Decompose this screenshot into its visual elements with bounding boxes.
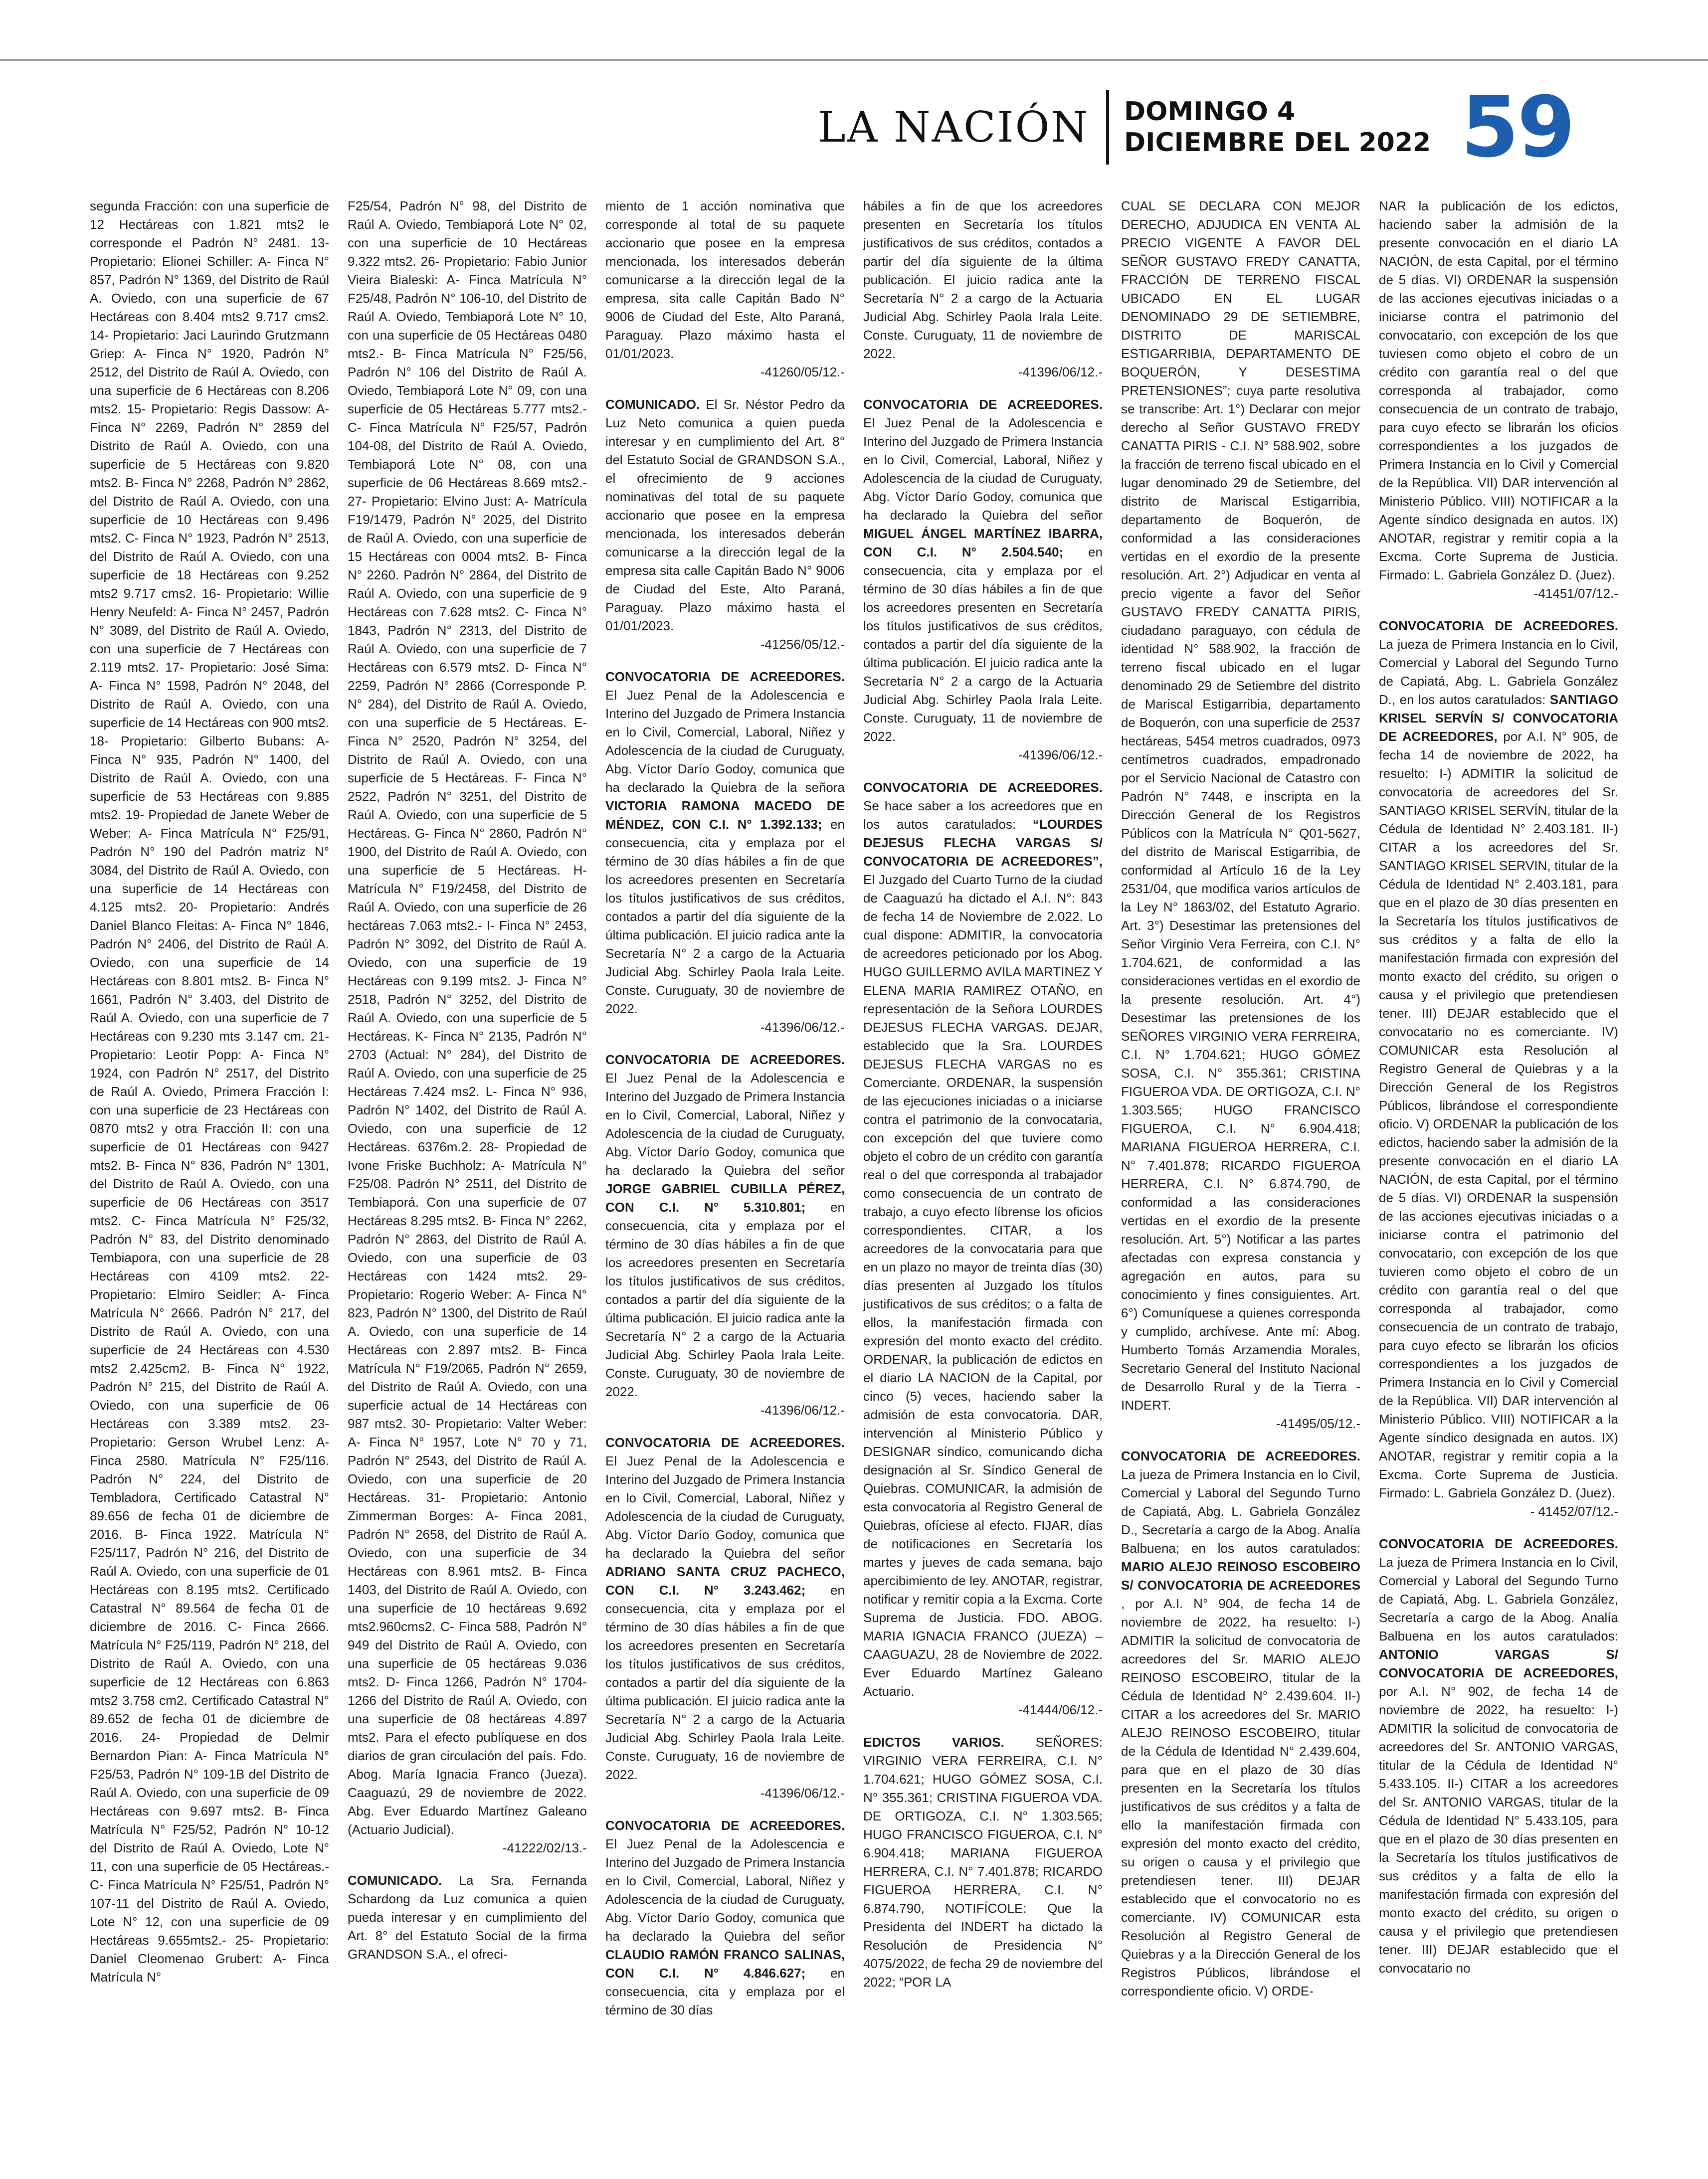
notice-body: El Sr. Néstor Pedro da Luz Neto comunica a quien pueda interesar y en cumplimiento del Art. 8° del Estatuto Social de GRANDSON S.A., el ofrecimiento de 9 acciones nominativas del total de su paquete accionario que posee en la empresa mencionada, los interesados deberán comunicarse a la dirección legal de la empresa sita calle Capitán Bado N° 9006 de Ciudad del Este, Alto Paraná, Paraguay. Plazo máximo hasta el 01/01/2023. [605,397,845,633]
notice-heading: CONVOCATORIA DE ACREEDORES. [863,780,1103,795]
notice-party: CLAUDIO RAMÓN FRANCO SALINAS, CON C.I. N° 4.846.627; [605,1947,845,1981]
notice-reference: -41396/06/12.- [760,1786,845,1801]
notice [863,778,1103,1719]
notice-party: VICTORIA RAMONA MACEDO DE MÉNDEZ, CON C.I. N° 1.392.133; [605,798,845,832]
notice-reference: -41444/06/12.- [1018,1702,1103,1717]
column-6 [1379,197,1618,2154]
notice-body: La jueza de Primera Instancia en lo Civil, Comercial y Laboral del Segundo Turno de Capiatá, Abg. L. Gabriela González, Secretaría a cargo de la Abog. Analía Balbuena en los autos caratulados: [1379,1555,1618,1643]
notice-party: JORGE GABRIEL CUBILLA PÉREZ, CON C.I. N° 5.310.801; [605,1181,845,1215]
notice-party: ANTONIO VARGAS S/ CONVOCATORIA DE ACREEDORES, [1379,1647,1618,1680]
notice-reference: -41396/06/12.- [1018,747,1103,762]
notice [605,1051,845,1420]
notice-reference: -41396/06/12.- [1018,364,1103,379]
notice-reference: -41495/05/12.- [1276,1416,1360,1431]
notice-body: El Juez Penal de la Adolescencia e Interino del Juzgado de Primera Instancia en lo Civil, Comercial, Laboral, Niñez y Adolescencia de la ciudad de Curuguaty, Abg. Víctor Darío Godoy, comunica que ha declarado la Quiebra de la señora [605,688,845,795]
masthead-separator [1106,90,1109,165]
column-4 [863,197,1103,2154]
notice-body-cont: , por A.I. N° 904, de fecha 14 de noviembre de 2022, ha resuelto: I-) ADMITIR la solicitud de convocatoria de acreedores del Sr. MARIO ALEJO REINOSO ESCOBEIRO, titular de la Cédula de Identidad N° 2.439.604. II-) CITAR a los acreedores del Sr. MARIO ALEJO REINOSO ESCOBEIRO, titular de la Cédula de Identidad N° 2.439.604, para que en el plazo de 30 días presenten en la Secretaría los títulos justificativos de sus créditos y a falta de ello la manifestación firmada con expresión del monto exacto del crédito, su origen o causa y el privilegio que pretendiesen tener. III) DEJAR establecido que el convocatorio no es comerciante. IV) COMUNICAR esta Resolución al Registro General de Quiebras y a la Dirección General de los Registros Públicos, librándose el correspondiente oficio. V) ORDE- [1121,1596,1360,1998]
notice [863,395,1103,764]
notice-heading: EDICTOS VARIOS. [863,1735,1004,1750]
notice-body: El Juez Penal de la Adolescencia e Interino del Juzgado de Primera Instancia en lo Civil, Comercial, Laboral, Niñez y Adolescencia de la ciudad de Curuguaty, Abg. Víctor Darío Godoy, comunica que ha declarado la Quiebra del señor [605,1453,845,1561]
column-2 [348,197,587,2154]
notice-heading: CONVOCATORIA DE ACREEDORES. [605,1052,845,1067]
notice-body: El Juez Penal de la Adolescencia e Interino del Juzgado de Primera Instancia en lo Civil, Comercial, Laboral, Niñez y Adolescencia de la ciudad de Curuguaty, Abg. Víctor Darío Godoy, comunica que ha declarado la Quiebra del señor [605,1071,845,1178]
issue-date [1124,96,1431,158]
notice [348,1871,587,1964]
notice-heading: CONVOCATORIA DE ACREEDORES. [1121,1449,1360,1463]
top-rule [0,59,1708,61]
notice [605,1434,845,1803]
newspaper-brand: LA NACIÓN [817,103,1089,152]
notice [1379,197,1618,603]
notice-heading: CONVOCATORIA DE ACREEDORES. [1379,1536,1618,1551]
notice [863,197,1103,381]
notice-heading: CONVOCATORIA DE ACREEDORES. [605,1818,845,1833]
notice-party: ADRIANO SANTA CRUZ PACHECO, CON C.I. N° 3.243.462; [605,1564,845,1598]
notice [348,197,587,1857]
notice-reference: - 41452/07/12.- [1530,1504,1618,1519]
notice [1121,1447,1360,2000]
notice-body-cont: en consecuencia, cita y emplaza por el término de 30 días hábiles a fin de que los acreedores presenten en Secretaría los títulos justificativos de sus créditos, contados a partir del día siguiente de la última publicación. El juicio radica ante la Secretaría N° 2 a cargo de la Actuaria Judicial Abg. Schirley Paola Irala Leite. Conste. Curuguaty, 30 de noviembre de 2022. [605,817,845,1016]
notice-party: SANTIAGO KRISEL SERVÍN S/ CONVOCATORIA DE ACREEDORES, [1379,692,1618,744]
column-3 [605,197,845,2154]
issue-date-line-1: DOMINGO 4 [1124,97,1296,127]
notice [605,395,845,654]
notice-body: El Juez Penal de la Adolescencia e Interino del Juzgado de Primera Instancia en lo Civil, Comercial, Laboral, Niñez y Adolescencia de la ciudad de Curuguaty, Abg. Víctor Darío Godoy, comunica que ha declarado la Quiebra del señor [863,415,1103,523]
notice-reference: -41260/05/12.- [760,364,845,379]
notice-heading: CONVOCATORIA DE ACREEDORES. [605,1435,845,1450]
notice-body-cont: El Juzgado del Cuarto Turno de la ciudad de Caaguazú ha dictado el A.I. N°: 843 de fecha 14 de Noviembre de 2.022. Lo cual dispone: ADMITIR, la convocatoria de acreedores peticionado por los Abog. HUGO GUILLERMO AVILA MARTINEZ Y ELENA MARIA RAMIREZ OTAÑO, en representación de la Señora LOURDES DEJESUS FLECHA VARGAS. DEJAR, establecido que la Sra. LOURDES DEJESUS FLECHA VARGAS no es Comerciante. ORDENAR, la suspensión de las ejecuciones iniciadas o a iniciarse contra el patrimonio de la convocataria, con excepción del que tuviere como objeto el cobro de un crédito con garantía real o del que corresponda al trabajador como consecuencia de un contrato de trabajo, a cuyo efecto líbrense los oficios correspondientes. CITAR, a los acreedores de la convocataria para que en un plazo no mayor de treinta días (30) días presenten al Juzgado los títulos justificativos de sus créditos; o a falta de ellos, la manifestación firmada con expresión del monto exacto del crédito. ORDENAR, la publicación de edictos en el diario LA NACION de la Capital, por cinco (5) veces, haciendo saber la admisión de esta convocatoria. DAR, intervención al Ministerio Público y DESIGNAR síndico, comunicando dicha designación al Sr. Síndico General de Quiebras. COMUNICAR, la admisión de esta convocatoria al Registro General de Quiebras, ofíciese al efecto. FIJAR, días de notificaciones en Secretaría los martes y jueves de cada semana, bajo apercibimiento de ley. ANOTAR, registrar, notificar y remitir copia a la Excma. Corte Suprema de Justicia. FDO. ABOG. MARIA IGNACIA FRANCO (JUEZA) – CAAGUAZU, 28 de Noviembre de 2022. Ever Eduardo Martínez Galeano Actuario. [863,872,1103,1699]
notice-reference: -41222/02/13.- [502,1840,587,1855]
notice-reference: -41256/05/12.- [760,637,845,652]
notice-body-cont: en consecuencia, cita y emplaza por el término de 30 días hábiles a fin de que los acreedores presenten en Secretaría los títulos justificativos de sus créditos, contados a partir del día siguiente de la última publicación. El juicio radica ante la Secretaría N° 2 a cargo de la Actuaria Judicial Abg. Schirley Paola Irala Leite. Conste. Curuguaty, 16 de noviembre de 2022. [605,1583,845,1782]
column-5 [1121,197,1360,2154]
notice [1379,1535,1618,1978]
notice-heading: COMUNICADO. [348,1873,442,1888]
notice-body-cont: en consecuencia, cita y emplaza por el término de 30 días [605,1966,845,2017]
notice-party: “LOURDES DEJESUS FLECHA VARGAS S/ CONVOCATORIA DE ACREEDORES”, [863,817,1103,869]
notice-body: CUAL SE DECLARA CON MEJOR DERECHO, ADJUDICA EN VENTA AL PRECIO VIGENTE A FAVOR DEL SEÑOR GUSTAVO FREDY CANATTA, FRACCIÓN DE TERRENO FISCAL UBICADO EN EL LUGAR DENOMINADO 29 DE SETIEMBRE, DISTRITO DE MARISCAL ESTIGARRIBIA, DEPARTAMENTO DE BOQUERÓN, Y DESESTIMA PRETENSIONES”; cuya parte resolutiva se transcribe: Art. 1°) Declarar con mejor derecho al Señor GUSTAVO FREDY CANATTA PIRIS - C.I. N° 588.902, sobre la fracción de terreno fiscal ubicado en el lugar denominado 29 de Setiembre, del distrito de Mariscal Estigarribia, departamento de Boquerón, de conformidad a las consideraciones vertidas en el exordio de la presente resolución. Art. 2°) Adjudicar en venta al precio vigente a favor del Señor GUSTAVO FREDY CANATTA PIRIS, ciudadano paraguayo, con cédula de identidad N° 588.902, la fracción de terreno fiscal ubicado en el lugar denominado 29 de Setiembre del distrito de Mariscal Estigarribia, departamento de Boquerón, con una superficie de 2537 hectáreas, 5454 metros cuadrados, 0973 centímetros cuadrados, empadronado por el Servicio Nacional de Catastro con Padrón N° 7448, e inscripta en la Dirección General de los Registros Públicos con la Matrícula N° Q01-5627, del distrito de Mariscal Estigarribia, de conformidad al Artículo 16 de la Ley 2531/04, que modifica varios artículos de la Ley N° 1863/02, del Estatuto Agrario. Art. 3°) Desestimar las pretensiones del Señor Virginio Vera Ferreira, con C.I. N° 1.704.621, de conformidad a las consideraciones vertidas en el exordio de la presente resolución. Art. 4°) Desestimar las pretensiones de los SEÑORES VIRGINIO VERA FERREIRA, C.I. N° 1.704.621; HUGO GÓMEZ SOSA, C.I. N° 355.361; CRISTINA FIGUEROA VDA. DE ORTIGOZA, C.I. N° 1.303.565; HUGO FRANCISCO FIGUEROA, C.I. N° 6.904.418; MARIANA FIGUEROA HERRERA, C.I. N° 7.401.878; RICARDO FIGUEROA HERRERA, C.I. N° 6.874.790, de conformidad a las consideraciones vertidas en el exordio de la presente resolución. Art. 5°) Notificar a las partes afectadas con expresa constancia y agregación en autos, para su conocimiento y fines consiguientes. Art. 6°) Comuníquese a quienes corresponda y cumplido, archívese. Ante mí: Abog. Humberto Tomás Arzamendia Morales, Secretario General del Instituto Nacional de Desarrollo Rural y de la Tierra - INDERT. [1121,198,1360,1413]
issue-date-line-2: DICIEMBRE DEL 2022 [1124,128,1431,158]
notice-body-cont: en consecuencia, cita y emplaza por el término de 30 días hábiles a fin de que los acreedores presenten en Secretaría los títulos justificativos de sus créditos, contados a partir del día siguiente de la última publicación. El juicio radica ante la Secretaría N° 2 a cargo de la Actuaria Judicial Abg. Schirley Paola Irala Leite. Conste. Curuguaty, 11 de noviembre de 2022. [863,545,1103,744]
classifieds-columns [90,197,1618,2154]
notice-body: hábiles a fin de que los acreedores presenten en Secretaría los títulos justificativos de sus créditos, contados a partir del día siguiente de la última publicación. El juicio radica ante la Secretaría N° 2 a cargo de la Actuaria Judicial Abg. Schirley Paola Irala Leite. Conste. Curuguaty, 11 de noviembre de 2022. [863,198,1103,361]
notice-heading: COMUNICADO. [605,397,700,412]
notice-body: segunda Fracción: con una superficie de 12 Hectáreas con 1.821 mts2 le corresponde el Padrón N° 2481. 13- Propietario: Elionei Schiller: A- Finca N° 857, Padrón N° 1369, del Distrito de Raúl A. Oviedo, con una superficie de 67 Hectáreas con 8.404 mts2 9.717 cms2. 14- Propietario: Jaci Laurindo Grutzmann Griep: A- Finca N° 1920, Padrón N° 2512, del Distrito de Raúl A. Oviedo, con una superficie de 6 Hectáreas con 8.206 mts2. 15- Propietario: Regis Dassow: A- Finca N° 2269, Padrón N° 2859 del Distrito de Raúl A. Oviedo, con una superficie de 5 Hectáreas con 9.820 mts2. B- Finca N° 2268, Padrón N° 2862, del Distrito de Raúl A. Oviedo, con una superficie de 10 Hectáreas con 9.496 mts2. C- Finca N° 1923, Padrón N° 2513, del Distrito de Raúl A. Oviedo, con una superficie de 18 Hectáreas con 9.252 mts2 9.717 cms2. 16- Propietario: Willie Henry Neufeld: A- Finca N° 2457, Padrón N° 3089, del Distrito de Raúl A. Oviedo, con una superficie de 7 Hectáreas con 2.119 mts2. 17- Propietario: José Sima: A- Finca N° 1598, Padrón N° 2048, del Distrito de Raúl A. Oviedo, con una superficie de 14 Hectáreas con 900 mts2. 18- Propietario: Gilberto Bubans: A- Finca N° 935, Padrón N° 1400, del Distrito de Raúl A. Oviedo, con una superficie de 53 Hectáreas con 9.885 mts2. 19- Propiedad de Janete Weber de Weber: A- Finca Matrícula N° F25/91, Padrón N° 190 del Padrón matriz N° 3084, del Distrito de Raúl A. Oviedo, con una superficie de 14 Hectáreas con 4.125 mts2. 20- Propietario: Andrés Daniel Blanco Fleitas: A- Finca N° 1846, Padrón N° 2406, del Distrito de Raúl A. Oviedo, con una superficie de 14 Hectáreas con 8.801 mts2. B- Finca N° 1661, Padrón N° 3.403, del Distrito de Raúl A. Oviedo, con una superficie de 7 Hectáreas con 9.230 mts 3.147 cm. 21- Propietario: Leotir Popp: A- Finca N° 1924, con Padrón N° 2517, del Distrito de Raúl A. Oviedo, Primera Fracción I: con una superficie de 23 Hectáreas con 0870 mts2 y otra Fracción II: con una superficie de 01 Hectáreas con 9427 mts2. B- Finca N° 836, Padrón N° 1301, del Distrito de Raúl A. Oviedo, con una superficie de 06 Hectáreas con 3517 mts2. C- Finca Matrícula N° F25/32, Padrón N° 83, del Distrito denominado Tembiapora, con una superficie de 28 Hectáreas con 4109 mts2. 22- Propietario: Elmiro Seidler: A- Finca Matrícula N° 2666. Padrón N° 217, del Distrito de Raúl A. Oviedo, con una superficie de 24 Hectáreas con 4.530 mts2 2.425cm2. B- Finca N° 1922, Padrón N° 215, del Distrito de Raúl A. Oviedo, con una superficie de 06 Hectáreas con 3.389 mts2. 23- Propietario: Gerson Wrubel Lenz: A- Finca 2580. Matrícula N° F25/116. Padrón N° 224, del Distrito de Tembladora, Certificado Catastral N° 89.656 de fecha 01 de diciembre de 2016. B- Finca 1922. Matrícula N° F25/117, Padrón N° 216, del Distrito de Raúl A. Oviedo, con una superficie de 01 Hectáreas con 8.195 mts2. Certificado Catastral N° 89.564 de fecha 01 de diciembre de 2016. C- Finca 2666. Matrícula N° F25/119, Padrón N° 218, del Distrito de Raúl A. Oviedo, con una superficie de 12 Hectáreas con 6.863 mts2 3.758 cm2. Certificado Catastral N° 89.652 de fecha 01 de diciembre de 2016. 24- Propiedad de Delmir Bernardon Pian: A- Finca Matrícula N° F25/53, Padrón N° 109-1B del Distrito de Raúl A. Oviedo, con una superficie de 09 Hectáreas con 9.697 mts2. B- Finca Matrícula N° F25/52, Padrón N° 10-12 del Distrito de Raúl A. Oviedo, Lote N° 11, con una superficie de 05 Hectáreas.- C- Finca Matrícula N° F25/51, Padrón N° 107-11 del Distrito de Raúl A. Oviedo, Lote N° 12, con una superficie de 09 Hectáreas 9.655mts2.- 25- Propietario: Daniel Cleomenao Grubert: A- Finca Matrícula N° [90,198,329,1985]
notice-heading: CONVOCATORIA DE ACREEDORES. [605,669,845,684]
notice-heading: CONVOCATORIA DE ACREEDORES. [863,397,1103,412]
notice-body: Se hace saber a los acreedores que en los autos caratulados: [863,798,1103,832]
notice [605,1816,845,2019]
notice-body: F25/54, Padrón N° 98, del Distrito de Raúl A. Oviedo, Tembiaporá Lote N° 02, con una superficie de 10 Hectáreas 9.322 mts2. 26- Propietario: Fabio Junior Vieira Bialeski: A- Finca Matrícula N° F25/48, Padrón N° 106-10, del Distrito de Raúl A. Oviedo, Tembiaporá Lote N° 10, con una superficie de 05 Hectáreas 0480 mts2.- B- Finca Matrícula N° F25/56, Padrón N° 106 del Distrito de Raúl A. Oviedo, Tembiaporá Lote N° 09, con una superficie de 05 Hectáreas 5.777 mts2.- C- Finca Matrícula N° F25/57, Padrón 104-08, del Distrito de Raúl A. Oviedo, Tembiaporá Lote N° 08, con una superficie de 06 Hectáreas 8.669 mts2.- 27- Propietario: Elvino Just: A- Matrícula F19/1479, Padrón N° 2025, del Distrito de Raúl A. Oviedo, con una superficie de 15 Hectáreas con 0004 mts2. B- Finca N° 2260. Padrón N° 2864, del Distrito de Raúl A. Oviedo, con una superficie de 9 Hectáreas con 7.628 mts2. C- Finca N° 1843, Padrón N° 2313, del Distrito de Raúl A. Oviedo, con una superficie de 7 Hectáreas con 6.579 mts2. D- Finca N° 2259, Padrón N° 2866 (Corresponde P. N° 284), del Distrito de Raúl A. Oviedo, con una superficie de 5 Hectáreas. E- Finca N° 2520, Padrón N° 3254, del Distrito de Raúl A. Oviedo, con una superficie de 5 Hectáreas. F- Finca N° 2522, Padrón N° 3251, del Distrito de Raúl A. Oviedo, con una superficie de 5 Hectáreas. G- Finca N° 2860, Padrón N° 1900, del Distrito de Raúl A. Oviedo, con una superficie de 5 Hectáreas. H- Matrícula N° F19/2458, del Distrito de Raúl A. Oviedo, con una superficie de 26 hectáreas 7.063 mts2.- I- Finca N° 2453, Padrón N° 3092, del Distrito de Raúl A. Oviedo, con una superficie de 19 Hectáreas con 9.199 mts2. J- Finca N° 2518, Padrón N° 3252, del Distrito de Raúl A. Oviedo, con una superficie de 5 Hectáreas. K- Finca N° 2135, Padrón N° 2703 (Actual: N° 284), del Distrito de Raúl A. Oviedo, con una superficie de 25 Hectáreas 7.424 ms2. L- Finca N° 936, Padrón N° 1402, del Distrito de Raúl A. Oviedo, con una superficie de 12 Hectáreas. 6376m.2. 28- Propiedad de Ivone Friske Buchholz: A- Matrícula N° F25/08. Padrón N° 2511, del Distrito de Tembiaporá. Con una superficie de 07 Hectáreas 8.295 mts2. B- Finca N° 2262, Padrón N° 2863, del Distrito de Raúl A. Oviedo, con una superficie de 03 Hectáreas con 1424 mts2. 29- Propietario: Rogerio Weber: A- Finca N° 823, Padrón N° 1300, del Distrito de Raúl A. Oviedo, con una superficie de 14 Hectáreas con 2.897 mts2. B- Finca Matrícula N° F19/2065, Padrón N° 2659, del Distrito de Raúl A. Oviedo, con una superficie actual de 14 Hectáreas con 987 mts2. 30- Propietario: Valter Weber: A- Finca N° 1957, Lote N° 70 y 71, Padrón N° 2543, del Distrito de Raúl A. Oviedo, con una superficie de 20 Hectáreas. 31- Propietario: Antonio Zimmerman Borges: A- Finca 2081, Padrón N° 2658, del Distrito de Raúl A. Oviedo, con una superficie de 34 Hectáreas con 8.961 mts2. B- Finca 1403, del Distrito de Raúl A. Oviedo, con una superficie de 10 hectáreas 9.692 mts2.960cms2. C- Finca 588, Padrón N° 949 del Distrito de Raúl A. Oviedo, con una superficie de 05 hectáreas 9.036 mts2. D- Finca 1266, Padrón N° 1704-1266 del Distrito de Raúl A. Oviedo, con una superficie de 08 hectáreas 4.897 mts2. Para el efecto publíquese en dos diarios de gran circulación del país. Fdo. Abog. María Ignacia Franco (Jueza). Caaguazú, 29 de noviembre de 2022. Abg. Ever Eduardo Martínez Galeano (Actuario Judicial). [348,198,587,1837]
notice-party: MARIO ALEJO REINOSO ESCOBEIRO S/ CONVOCATORIA DE ACREEDORES [1121,1559,1360,1593]
notice-heading: CONVOCATORIA DE ACREEDORES. [1379,618,1618,633]
notice-body: El Juez Penal de la Adolescencia e Interino del Juzgado de Primera Instancia en lo Civil, Comercial, Laboral, Niñez y Adolescencia de la ciudad de Curuguaty, Abg. Víctor Darío Godoy, comunica que ha declarado la Quiebra del señor [605,1836,845,1944]
notice-body-cont: por A.I. N° 905, de fecha 14 de noviembre de 2022, ha resuelto: I-) ADMITIR la solicitud de convocatoria de acreedores del Sr. SANTIAGO KRISEL SERVÍN, titular de la Cédula de Identidad N° 2.403.181. II-) CITAR a los acreedores del Sr. SANTIAGO KRISEL SERVIN, titular de la Cédula de Identidad N° 2.403.181, para que en el plazo de 30 días presenten en la Secretaría los títulos justificativos de sus créditos y a falta de ello la manifestación firmada con expresión del monto exacto del crédito, su origen o causa y el privilegio que pretendiesen tener. III) DEJAR establecido que el convocatario no es comerciante. IV) COMUNICAR esta Resolución al Registro General de Quiebras y a la Dirección General de los Registros Públicos, librándose el correspondiente oficio. V) ORDENAR la publicación de los edictos, haciendo saber la admisión de la presente convocación en el diario LA NACIÓN, de esta Capital, por el término de 5 días. VI) ORDENAR la suspensión de las acciones ejecutivas iniciadas o a iniciarse contra el patrimonio del convocatario, con excepción de los que tuvieren como objeto el cobro de un crédito con garantía real o del que corresponda al trabajador, como consecuencia de un contrato de trabajo, para cuyo efecto se librarán los oficios correspondientes a los juzgados de Primera Instancia en lo Civil y Comercial de la República. VII) DAR intervención al Ministerio Público. VIII) NOTIFICAR a la Agente síndico designada en autos. IX) ANOTAR, registrar y remitir copia a la Excma. Corte Suprema de Justicia. Firmado: L. Gabriela González D. (Juez). [1379,729,1618,1500]
notice-body: miento de 1 acción nominativa que corresponde al total de su paquete accionario que posee en la empresa mencionada, los interesados deberán comunicarse a la dirección legal de la empresa, sita calle Capitán Bado N° 9006 de Ciudad del Este, Alto Paraná, Paraguay. Plazo máximo hasta el 01/01/2023. [605,198,845,361]
notice [605,668,845,1037]
notice-reference: -41396/06/12.- [760,1403,845,1418]
notice-body-cont: en consecuencia, cita y emplaza por el término de 30 días hábiles a fin de que los acreedores presenten en Secretaría los títulos justificativos de sus créditos, contados a partir del día siguiente de la última publicación. El juicio radica ante la Secretaría N° 2 a cargo de la Actuaria Judicial Abg. Schirley Paola Irala Leite. Conste. Curuguaty, 30 de noviembre de 2022. [605,1200,845,1399]
notice-reference: -41396/06/12.- [760,1020,845,1035]
notice-body: La jueza de Primera Instancia en lo Civil, Comercial y Laboral del Segundo Turno de Capiatá, Abg. L. Gabriela González D., Secretaría a cargo de la Abog. Analía Balbuena; en los autos caratulados: [1121,1467,1360,1556]
notice [1121,197,1360,1433]
notice-body: La jueza de Primera Instancia en lo Civil, Comercial y Laboral del Segundo Turno de Capiatá, Abg. L. Gabriela González D., en los autos caratulados: [1379,637,1618,707]
notice-body: SEÑORES: VIRGINIO VERA FERREIRA, C.I. N° 1.704.621; HUGO GÓMEZ SOSA, C.I. N° 355.361; CRISTINA FIGUEROA VDA. DE ORTIGOZA, C.I. N° 1.303.565; HUGO FRANCISCO FIGUEROA, C.I. N° 6.904.418; MARIANA FIGUEROA HERRERA, C.I. N° 7.401.878; RICARDO FIGUEROA HERRERA, C.I. N° 6.874.790, NOTIFÍCOLE: Que la Presidenta del INDERT ha dictado la Resolución de Presidencia N° 4075/2022, de fecha 29 de noviembre del 2022; “POR LA [863,1735,1103,1990]
notice-party: MIGUEL ÁNGEL MARTÍNEZ IBARRA, CON C.I. N° 2.504.540; [863,526,1103,559]
masthead [817,78,1573,176]
notice-body: NAR la publicación de los edictos, haciendo saber la admisión de la presente convocación en el diario LA NACIÓN, de esta Capital, por el término de 5 días. VI) ORDENAR la suspensión de las acciones ejecutivas iniciadas o a iniciarse contra el patrimonio del convocatario, con excepción de los que tuviesen como objeto el cobro de un crédito con garantía real o del que corresponda al trabajador, como consecuencia de un contrato de trabajo, para cuyo efecto se librarán los oficios correspondientes a los juzgados de Primera Instancia en lo Civil y Comercial de la República. VII) DAR intervención al Ministerio Público. VIII) NOTIFICAR a la Agente síndico designada en autos. IX) ANOTAR, registrar y remitir copia a la Excma. Corte Suprema de Justicia. Firmado: L. Gabriela González D. (Juez). [1379,198,1618,582]
notice-reference: -41451/07/12.- [1533,586,1618,601]
page-number: 59 [1461,78,1573,176]
column-1 [90,197,329,2154]
notice-body: La Sra. Fernanda Schardong da Luz comunica a quien pueda interesar y en cumplimiento del Art. 8° del Estatuto Social de la firma GRANDSON S.A., el ofreci- [348,1873,587,1962]
notice [1379,617,1618,1521]
notice [90,197,329,1987]
notice [863,1733,1103,1992]
notice [605,197,845,381]
notice-body-cont: por A.I. N° 902, de fecha 14 de noviembre de 2022, ha resuelto: I-) ADMITIR la solicitud de convocatoria de acreedores del Sr. ANTONIO VARGAS, titular de la Cédula de Identidad N° 5.433.105. II-) CITAR a los acreedores del Sr. ANTONIO VARGAS, titular de la Cédula de Identidad N° 5.433.105, para que en el plazo de 30 días presenten en la Secretaría los títulos justificativos de sus créditos y a falta de ello la manifestación firmada con expresión del monto exacto del crédito, su origen o causa y el privilegio que pretendiesen tener. III) DEJAR establecido que el convocatario no [1379,1684,1618,1976]
